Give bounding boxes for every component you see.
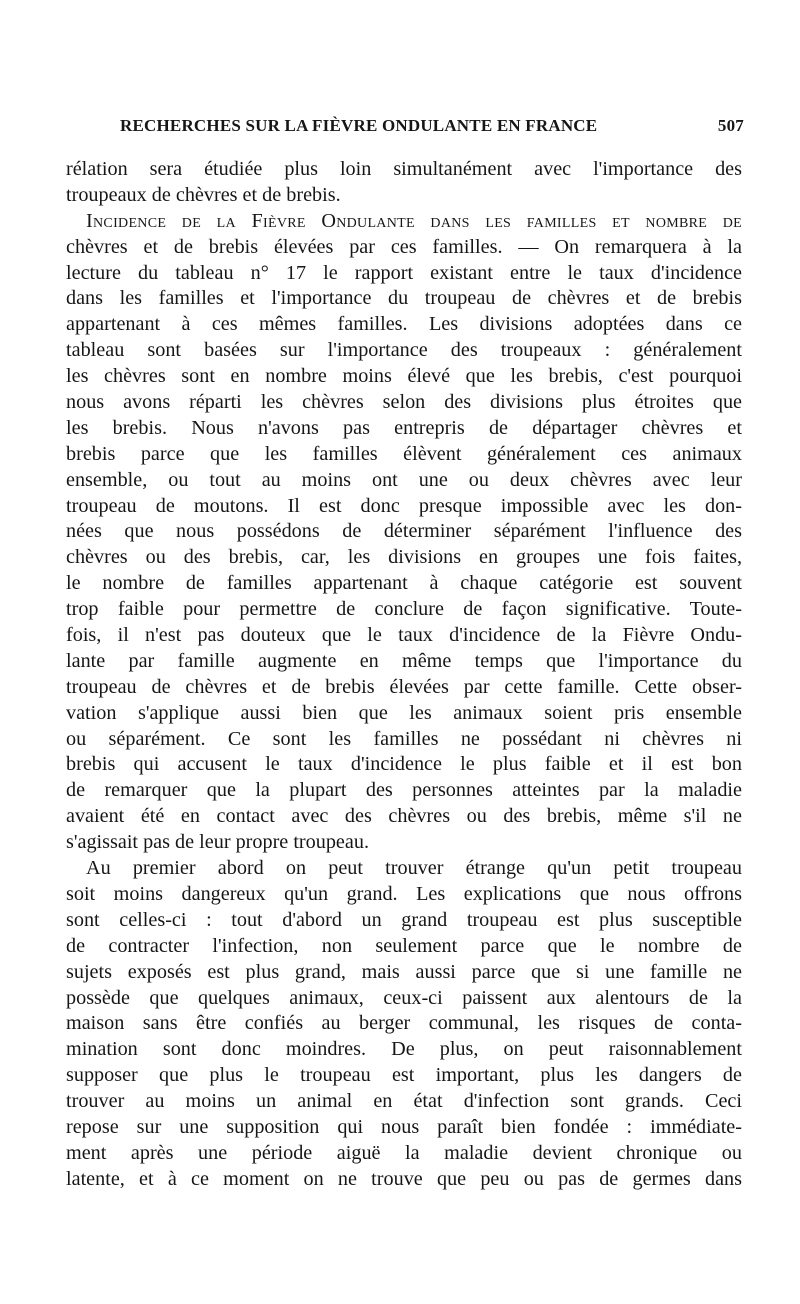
text-line: brebis qui accusent le taux d'incidence le plus faible et il est bon xyxy=(66,753,742,776)
text-line: supposer que plus le troupeau est important, plus les dangers de xyxy=(66,1064,742,1087)
text-line: possède que quelques animaux, ceux-ci paissent aux alentours de la xyxy=(66,986,742,1009)
text-line: vation s'applique aussi bien que les animaux soient pris ensemble xyxy=(66,701,742,724)
text-line: nous avons réparti les chèvres selon des divisions plus étroites que xyxy=(66,391,742,414)
section-heading-line: chèvres et de brebis élevées par ces familles. — On remarquera à la xyxy=(66,235,742,258)
body-text xyxy=(66,157,742,1193)
text-line: tableau sont basées sur l'importance des troupeaux : généralement xyxy=(66,339,742,362)
text-line: appartenant à ces mêmes familles. Les divisions adoptées dans ce xyxy=(66,313,742,336)
text-line: dans les familles et l'importance du troupeau de chèvres et de brebis xyxy=(66,287,742,310)
text-line: lecture du tableau n° 17 le rapport existant entre le taux d'incidence xyxy=(66,261,742,284)
text-line: trop faible pour permettre de conclure de façon significative. Toute- xyxy=(66,598,742,621)
text-line: maison sans être confiés au berger communal, les risques de conta- xyxy=(66,1012,742,1035)
text-line: latente, et à ce moment on ne trouve que peu ou pas de germes dans xyxy=(66,1167,742,1190)
text-line: de contracter l'infection, non seulement parce que le nombre de xyxy=(66,934,742,957)
text-line: ment après une période aiguë la maladie devient chronique ou xyxy=(66,1141,742,1164)
text-line: Au premier abord on peut trouver étrange qu'un petit troupeau xyxy=(86,857,742,880)
text-line: troupeau de chèvres et de brebis élevées par cette famille. Cette obser- xyxy=(66,675,742,698)
text-line: mination sont donc moindres. De plus, on peut raisonnablement xyxy=(66,1038,742,1061)
text-line: ensemble, ou tout au moins ont une ou deux chèvres avec leur xyxy=(66,468,742,491)
text-line: les brebis. Nous n'avons pas entrepris de départager chèvres et xyxy=(66,416,742,439)
text-line: soit moins dangereux qu'un grand. Les explications que nous offrons xyxy=(66,882,742,905)
section-heading-line: Incidence de la Fièvre Ondulante dans les familles et nombre de xyxy=(86,209,742,232)
running-head xyxy=(66,116,744,140)
text-line: trouver au moins un animal en état d'infection sont grands. Ceci xyxy=(66,1090,742,1113)
text-line: troupeau de moutons. Il est donc presque impossible avec les don- xyxy=(66,494,742,517)
text-line: chèvres ou des brebis, car, les divisions en groupes une fois faites, xyxy=(66,546,742,569)
page-number: 507 xyxy=(717,116,744,135)
text-line: s'agissait pas de leur propre troupeau. xyxy=(66,831,369,854)
text-line: nées que nous possédons de déterminer séparément l'influence des xyxy=(66,520,742,543)
text-line: le nombre de familles appartenant à chaque catégorie est souvent xyxy=(66,572,742,595)
text-line: ou séparément. Ce sont les familles ne possédant ni chèvres ni xyxy=(66,727,742,750)
text-line: brebis parce que les familles élèvent généralement ces animaux xyxy=(66,442,742,465)
running-head-title: RECHERCHES SUR LA FIÈVRE ONDULANTE EN FRANCE xyxy=(120,116,598,135)
text-line: fois, il n'est pas douteux que le taux d'incidence de la Fièvre Ondu- xyxy=(66,624,742,647)
text-line: lante par famille augmente en même temps que l'importance du xyxy=(66,649,742,672)
text-line: rélation sera étudiée plus loin simultanément avec l'importance des xyxy=(66,158,742,180)
text-line: sont celles-ci : tout d'abord un grand troupeau est plus susceptible xyxy=(66,908,742,931)
text-line: de remarquer que la plupart des personnes atteintes par la maladie xyxy=(66,779,742,802)
text-line: les chèvres sont en nombre moins élevé que les brebis, c'est pourquoi xyxy=(66,365,742,388)
text-line: sujets exposés est plus grand, mais aussi parce que si une famille ne xyxy=(66,960,742,983)
text-line: troupeaux de chèvres et de brebis. xyxy=(66,183,341,206)
text-line: repose sur une supposition qui nous paraît bien fondée : immédiate- xyxy=(66,1115,742,1138)
text-line: avaient été en contact avec des chèvres ou des brebis, même s'il ne xyxy=(66,805,742,828)
